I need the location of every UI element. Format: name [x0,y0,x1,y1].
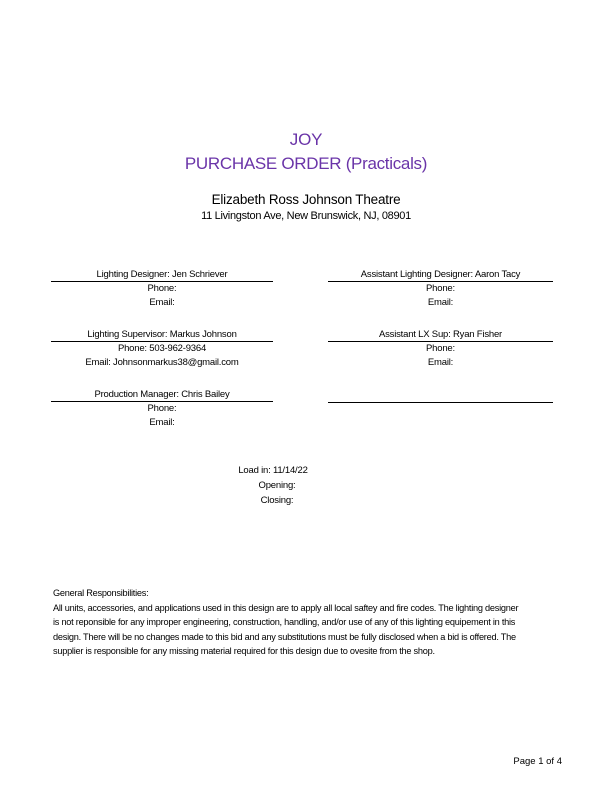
assistant-lighting-designer-phone: Phone: [426,283,455,294]
venue-name: Elizabeth Ross Johnson Theatre [211,192,401,207]
assistant-lighting-designer-block [328,269,553,310]
general-responsibilities [53,586,553,659]
production-manager-phone: Phone: [147,403,177,414]
responsibilities-heading: General Responsibilities: [53,588,149,598]
assistant-lighting-designer-name: Assistant Lighting Designer: Aaron Tacy [360,269,521,280]
assistant-lx-sup-email: Email: [427,357,454,368]
empty-contact-heading [328,390,553,402]
load-in-date: Load in: 11/14/22 [238,465,308,476]
lighting-designer-phone: Phone: [147,283,177,294]
divider [328,402,553,403]
lighting-designer-block [51,269,273,310]
production-manager-name: Production Manager: Chris Bailey [94,389,230,400]
lighting-supervisor-phone: Phone: 503-962-9364 [117,343,207,354]
responsibilities-line: is not reponsible for any improper engineering, construction, handling, and/or use of any of this lighting equipement in this [53,617,516,628]
responsibilities-line: design. There will be no changes made to this bid and any substitutions must be fully disclosed when a bid is offered. The [53,631,516,642]
show-title: JOY [289,130,323,149]
assistant-lighting-designer-email: Email: [427,297,454,308]
opening-date: Opening: [258,480,296,491]
document-title: PURCHASE ORDER (Practicals) [184,154,428,173]
assistant-lx-sup-phone: Phone: [426,343,455,354]
venue-address: 11 Livingston Ave, New Brunswick, NJ, 08901 [201,210,411,222]
page-number: Page 1 of 4 [513,756,562,767]
empty-contact-block [328,390,553,403]
closing-date: Closing: [260,495,294,506]
responsibilities-line: supplier is responsible for any missing material required for this design due to ovesite from the shop. [53,646,435,657]
lighting-designer-email: Email: [149,297,175,308]
lighting-supervisor-email: Email: Johnsonmarkus38@gmail.com [85,357,239,368]
production-manager-email: Email: [149,417,175,428]
production-manager-block [51,389,273,430]
assistant-lx-sup-name: Assistant LX Sup: Ryan Fisher [378,329,503,340]
lighting-supervisor-name: Lighting Supervisor: Markus Johnson [87,329,237,340]
schedule-block [0,463,546,508]
lighting-supervisor-block [51,329,273,370]
lighting-designer-name: Lighting Designer: Jen Schriever [96,269,228,280]
responsibilities-line: All units, accessories, and applications used in this design are to apply all local saftey and fire codes. The lighting designer [53,602,519,613]
assistant-lx-sup-block [328,329,553,370]
